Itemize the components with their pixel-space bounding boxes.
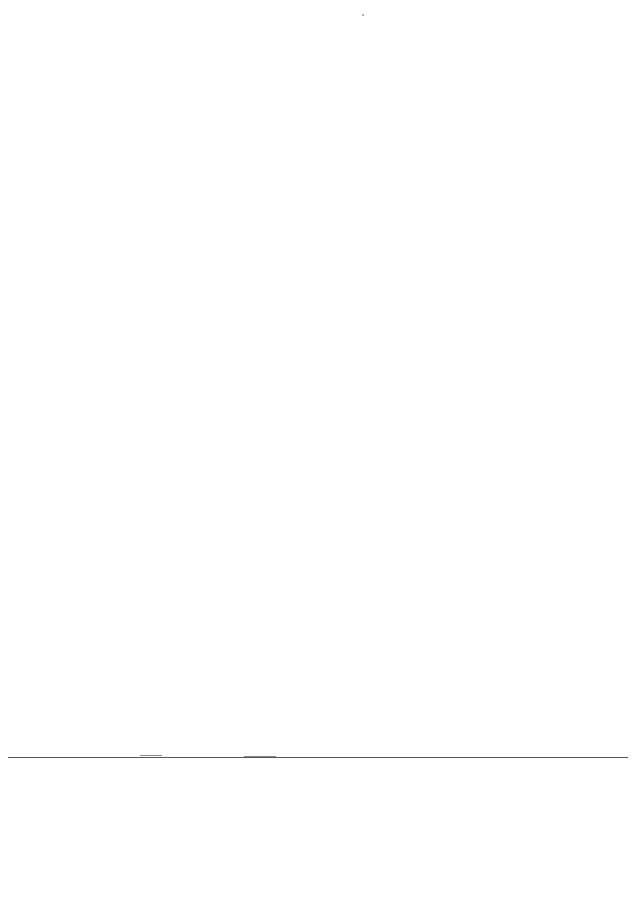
scan-speck (362, 14, 364, 16)
footer-rule (244, 756, 276, 757)
footer-rule (8, 757, 628, 758)
footer-rule (140, 755, 162, 756)
